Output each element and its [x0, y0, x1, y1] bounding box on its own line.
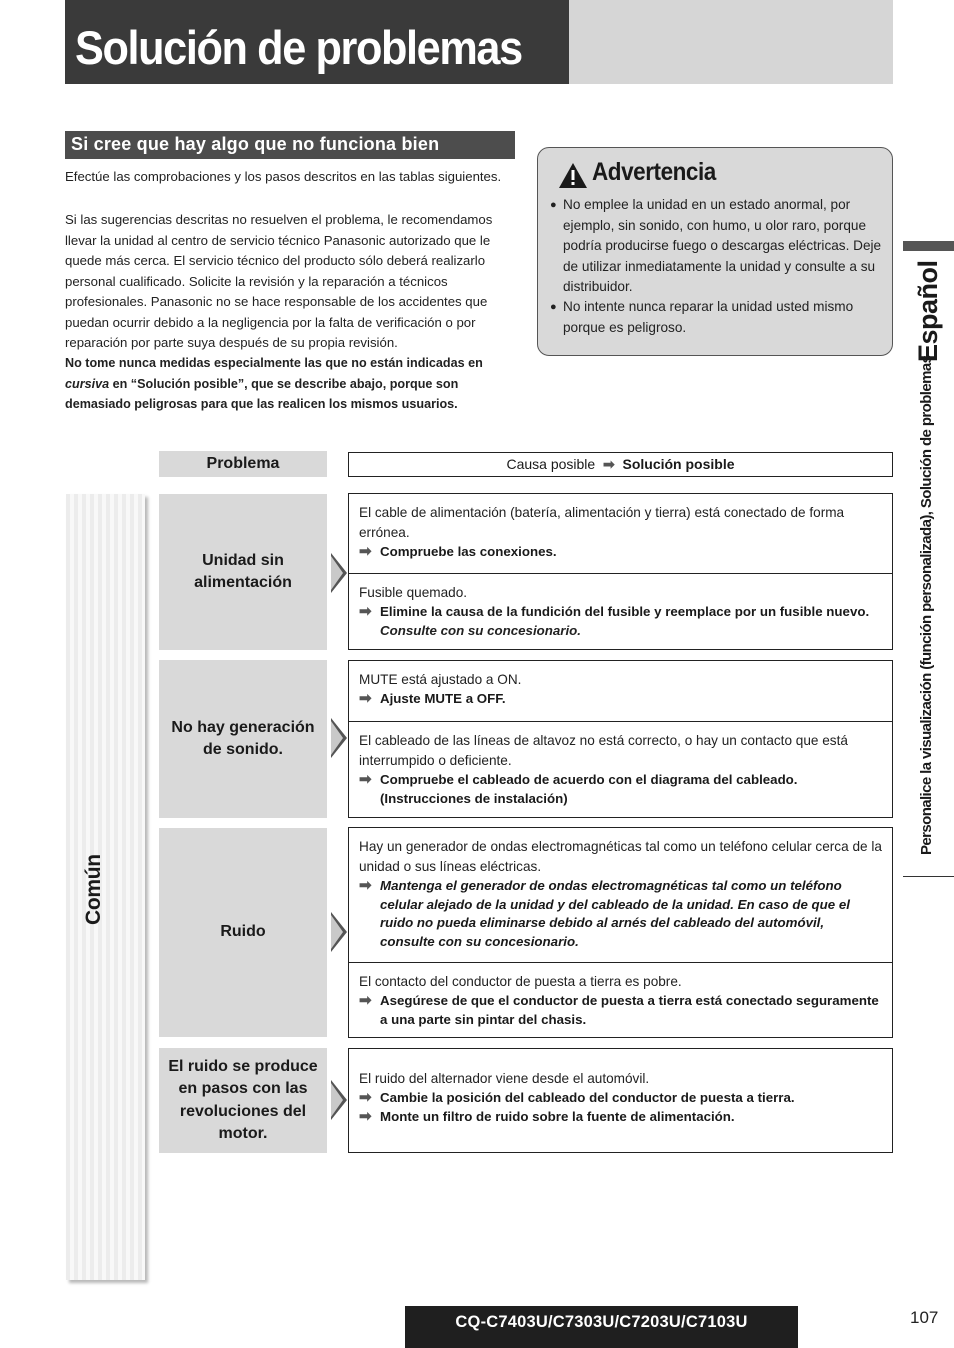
solution-line — [359, 690, 882, 709]
cause-solution-cell — [349, 828, 892, 962]
cause-text: MUTE está ajustado a ON. — [359, 672, 522, 687]
side-language-label: Español — [913, 260, 943, 362]
page-title: Solución de problemas — [75, 21, 522, 74]
cause-text: Fusible quemado. — [359, 585, 468, 600]
right-arrow-icon: ➡ — [359, 690, 372, 707]
solution-line — [359, 877, 882, 951]
solution-box — [348, 1048, 893, 1153]
right-arrow-icon: ➡ — [359, 992, 372, 1009]
solution-text: Cambie la posición del cableado del conductor de puesta a tierra. — [380, 1090, 795, 1105]
warning-item — [550, 195, 885, 298]
model-number-bar: CQ-C7403U/C7303U/C7203U/C7103U — [405, 1306, 798, 1348]
cause-solution-cell — [349, 494, 892, 573]
cause-solution-cell — [349, 1049, 892, 1132]
problem-cell — [159, 660, 327, 818]
cause-solution-cell — [349, 962, 892, 1035]
bullet-icon: ● — [550, 199, 557, 211]
solution-text: Monte un filtro de ruido sobre la fuente de alimentación. — [380, 1108, 735, 1124]
intro-warning-italic: cursiva — [65, 376, 110, 391]
right-arrow-icon: ➡ — [359, 877, 372, 894]
cause-text: El contacto del conductor de puesta a tierra es pobre. — [359, 974, 682, 989]
solution-box — [348, 493, 893, 650]
side-divider — [903, 876, 954, 877]
warning-triangle-icon — [558, 162, 588, 189]
solution-text: Ajuste MUTE a OFF. — [380, 691, 506, 706]
cause-text: El cableado de las líneas de altavoz no está correcto, o hay un contacto que está interrumpido o deficiente. — [359, 733, 848, 768]
warning-item-text: No emplee la unidad en un estado anormal, por ejemplo, sin sonido, con humo, u olor raro, porque podría producirse fuego o descargas eléctricas. Deje de utilizar inmediatamente la unidad y consulte a su distribuidor. — [563, 197, 882, 294]
cause-text: El ruido del alternador viene desde el automóvil. — [359, 1071, 650, 1086]
solution-text: Mantenga el generador de ondas electromagnéticas tal como un teléfono celular alejado de la unidad y del cableado de la unidad. En caso de que el ruido no pueda eliminarse debido al arnés del cableado del automóvil, consulte con su concesionario. — [380, 878, 850, 949]
problem-cell — [159, 828, 327, 1037]
solution-text: Elimine la causa de la fundición del fusible y reemplace por un fusible nuevo. — [380, 604, 870, 619]
bullet-icon: ● — [550, 301, 557, 313]
right-arrow-icon: ➡ — [359, 771, 372, 788]
pointer-arrow-icon — [331, 718, 347, 758]
problem-label: El ruido se produce en pasos con las revoluciones del motor. — [168, 1057, 318, 1142]
cause-solution-cell — [349, 573, 892, 646]
warning-title: Advertencia — [592, 158, 716, 186]
solution-note: Consulte con su concesionario. — [380, 622, 581, 638]
solution-line — [359, 1108, 882, 1127]
intro-paragraph-1: Efectúe las comprobaciones y los pasos descritos en las tablas siguientes. — [65, 169, 502, 184]
problem-cell — [159, 1048, 327, 1153]
right-arrow-icon: ➡ — [359, 1089, 372, 1106]
problem-column-header: Problema — [159, 451, 327, 477]
cause-header-label: Causa posible — [506, 456, 596, 472]
intro-warning-text-b: en “Solución posible”, que se describe abajo, porque son demasiado peligrosas para que las realicen los mismos usuarios. — [65, 376, 459, 411]
solution-line — [359, 771, 882, 808]
solution-line — [359, 1089, 882, 1108]
intro-warning-text-a: No tome nunca medidas especialmente las que no están indicadas en — [65, 356, 483, 370]
pointer-arrow-icon — [331, 553, 347, 593]
solution-box — [348, 660, 893, 818]
solution-text: Asegúrese de que el conductor de puesta a tierra está conectado seguramente a una parte sin pintar del chasis. — [380, 993, 879, 1027]
warning-item-text: No intente nunca reparar la unidad usted mismo porque es peligroso. — [563, 299, 854, 335]
right-arrow-icon: ➡ — [359, 1107, 372, 1125]
cause-text: Hay un generador de ondas electromagnéticas tal como un teléfono celular cerca de la unidad o sus líneas eléctricas. — [359, 839, 882, 874]
problem-label: Unidad sin alimentación — [194, 551, 292, 591]
page-number: 107 — [910, 1308, 939, 1327]
solution-text: Compruebe las conexiones. — [380, 544, 557, 559]
solution-box — [348, 827, 893, 1038]
solution-text: Compruebe el cableado de acuerdo con el diagrama del cableado. (Instrucciones de instalación) — [380, 772, 798, 806]
title-bar-accent — [569, 0, 893, 84]
right-arrow-icon: ➡ — [359, 543, 372, 560]
solution-line — [359, 992, 882, 1029]
right-arrow-icon: ➡ — [359, 603, 372, 620]
right-arrow-icon: ➡ — [599, 456, 619, 472]
solution-line — [359, 543, 882, 562]
problem-label: Ruido — [220, 923, 266, 941]
problem-cell — [159, 494, 327, 650]
cause-text: El cable de alimentación (batería, alimentación y tierra) está conectado de forma errónea. — [359, 505, 845, 540]
solution-line — [359, 603, 882, 622]
category-label: Común — [82, 854, 105, 925]
cause-solution-cell — [349, 721, 892, 814]
pointer-arrow-icon — [331, 1080, 347, 1120]
cause-solution-column-header — [348, 452, 893, 477]
pointer-arrow-icon — [331, 912, 347, 952]
side-section-subtitle: Personalice la visualización (función personalizada), Solución de problemas — [918, 355, 935, 855]
problem-label: No hay generación de sonido. — [171, 718, 315, 758]
solution-header-label: Solución posible — [622, 456, 735, 472]
section-heading: Si cree que hay algo que no funciona bien — [65, 131, 515, 159]
intro-paragraph-2: Si las sugerencias descritas no resuelven el problema, le recomendamos llevar la unidad al centro de servicio técnico Panasonic autorizado que le quede más cerca. El servicio técnico del producto sólo deberá realizarlo personal cualificado. Solicite la revisión y la reparación a técnicos profesionales. Panasonic no se hace responsable de los accidentes que puedan ocurrir debido a la negligencia por la falta de verificación o por reparación por parte suya después de su propia revisión. — [65, 212, 493, 350]
cause-solution-cell — [349, 661, 892, 721]
warning-item — [550, 297, 885, 338]
intro-paragraph-3 — [65, 353, 520, 415]
